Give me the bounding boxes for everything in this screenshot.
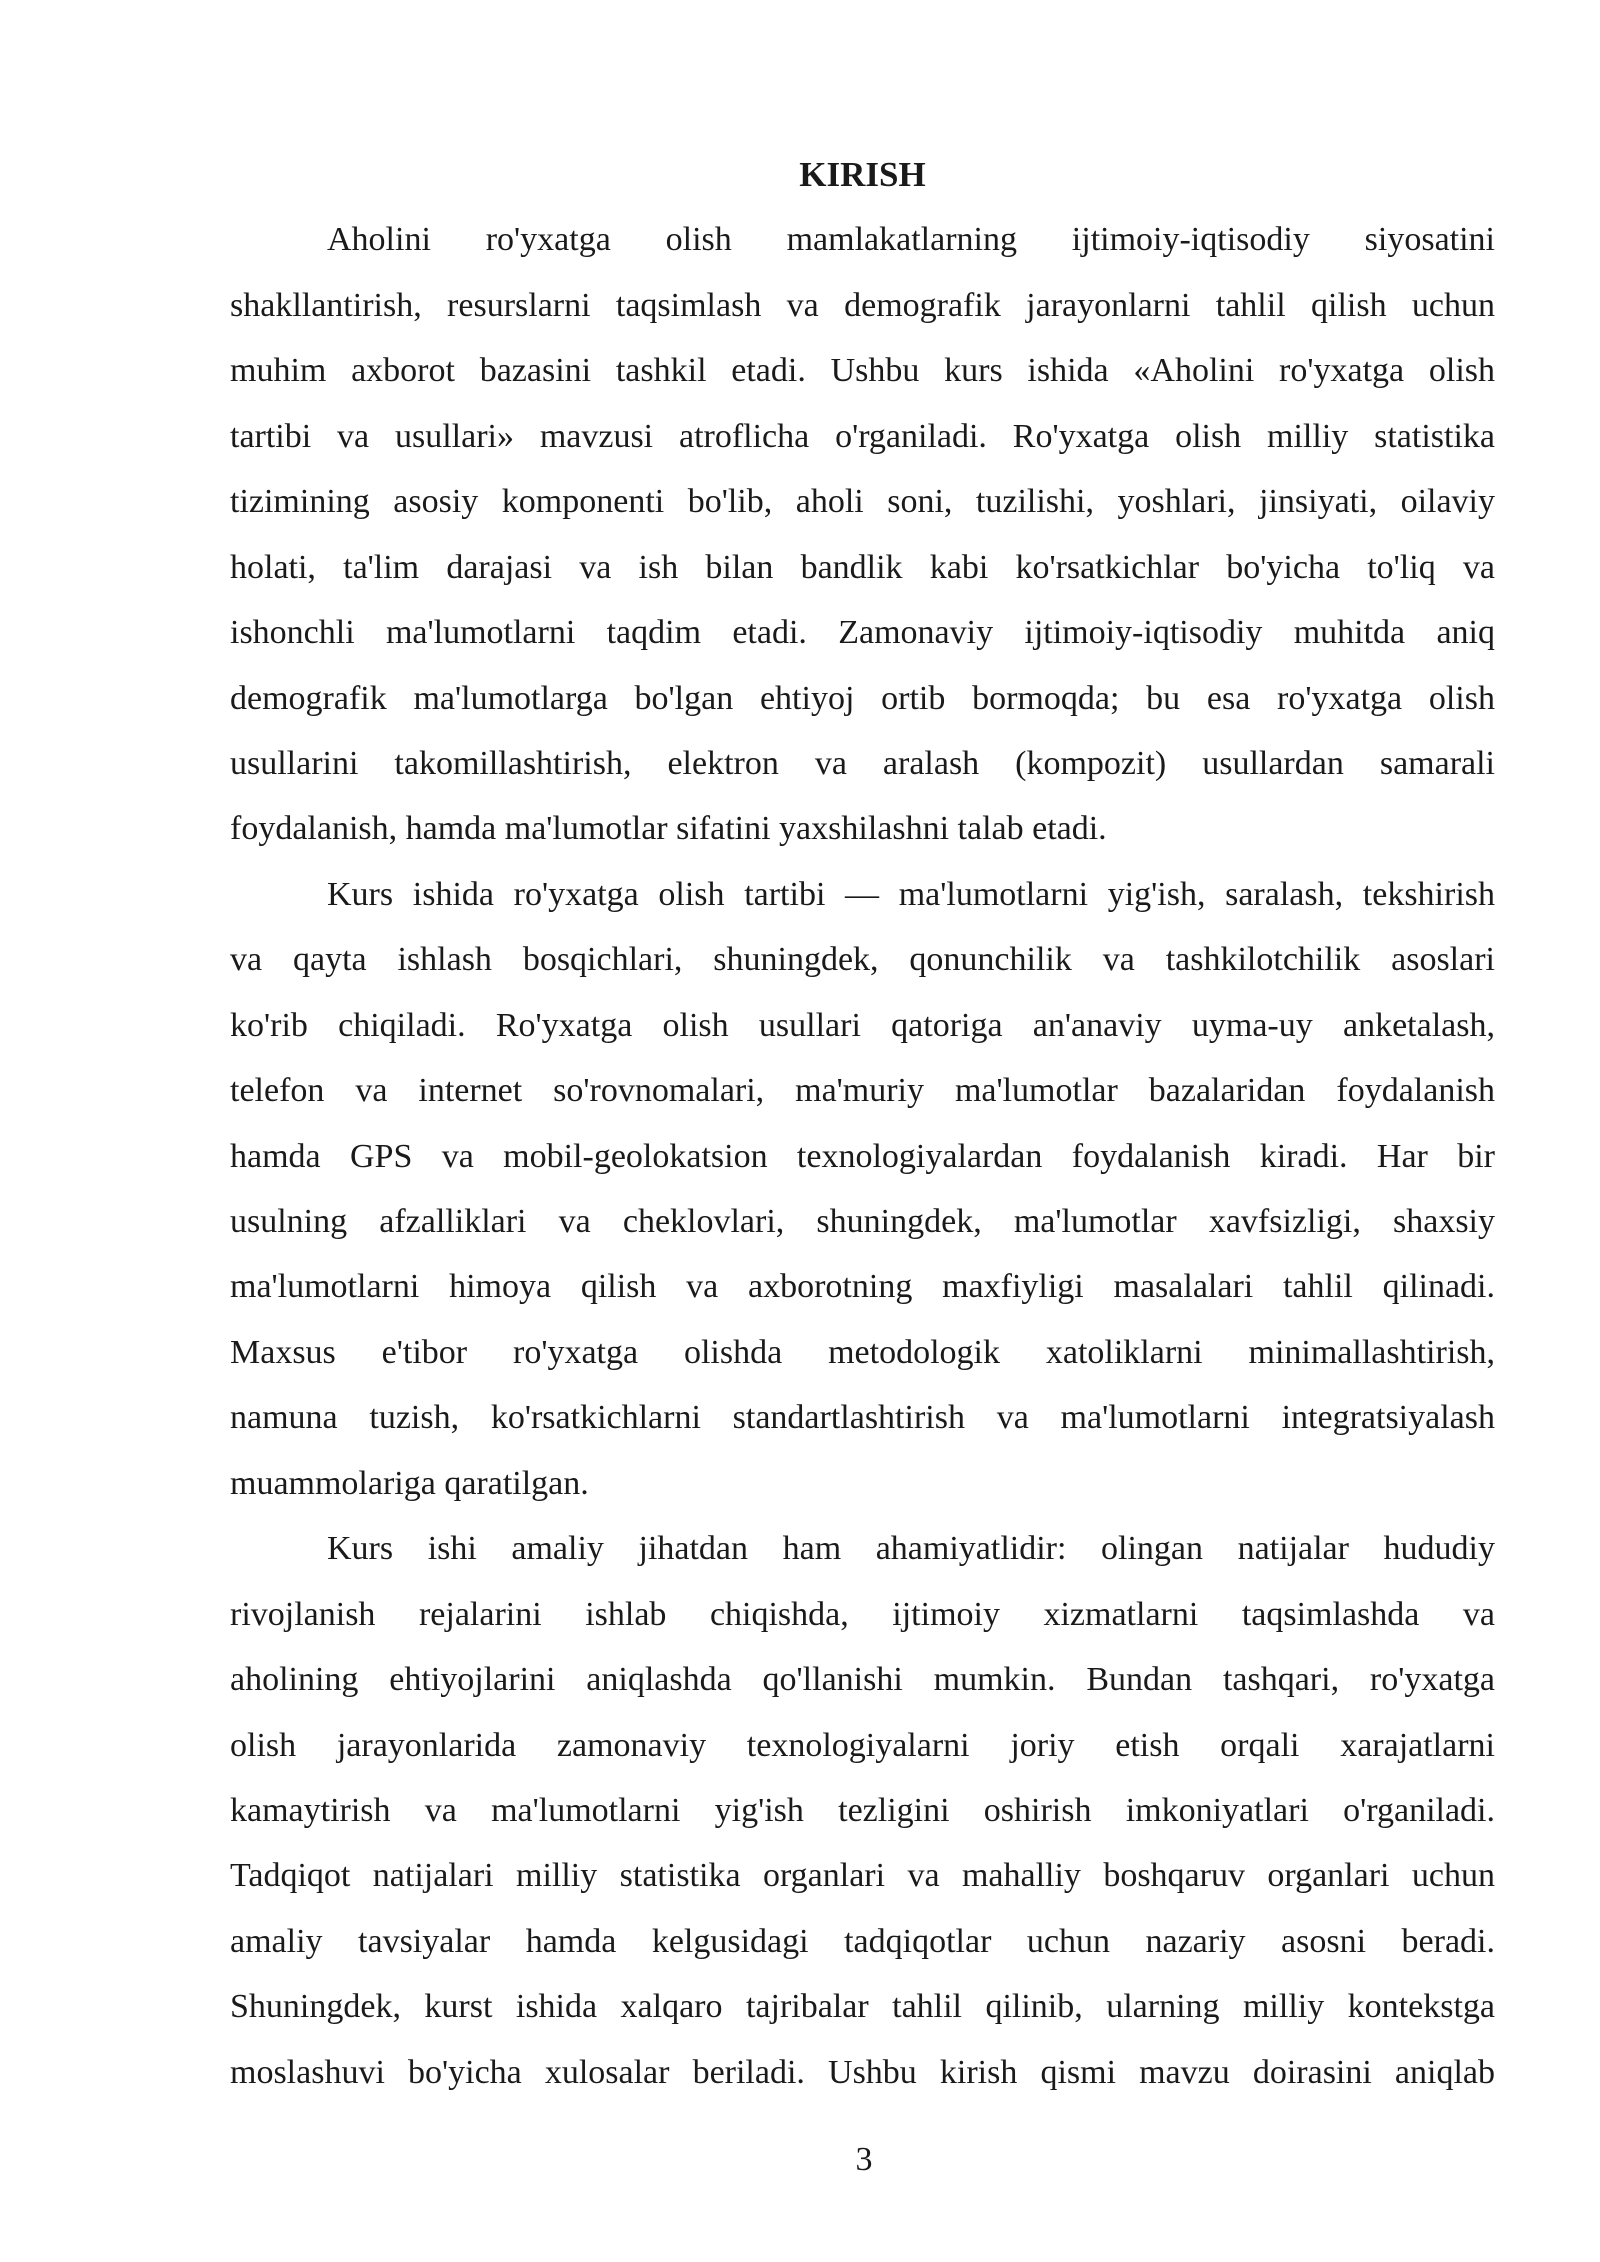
- page-number: 3: [855, 2141, 873, 2178]
- text-line: Tadqiqot natijalari milliy statistika organlari va mahalliy boshqaruv organlari uchun: [230, 1857, 1495, 1895]
- text-line: telefon va internet so'rovnomalari, ma'muriy ma'lumotlar bazalaridan foydalanish: [230, 1072, 1495, 1110]
- text-line: demografik ma'lumotlarga bo'lgan ehtiyoj ortib bormoqda; bu esa ro'yxatga olish: [230, 679, 1495, 717]
- text-line: va qayta ishlash bosqichlari, shuningdek, qonunchilik va tashkilotchilik asoslari: [230, 941, 1495, 979]
- text-line: moslashuvi bo'yicha xulosalar beriladi. Ushbu kirish qismi mavzu doirasini aniqlab: [230, 2053, 1495, 2091]
- text-line: olish jarayonlarida zamonaviy texnologiyalarni joriy etish orqali xarajatlarni: [230, 1726, 1495, 1764]
- text-line: kamaytirish va ma'lumotlarni yig'ish tezligini oshirish imkoniyatlari o'rganiladi.: [230, 1791, 1495, 1829]
- text-line: tizimining asosiy komponenti bo'lib, aholi soni, tuzilishi, yoshlari, jinsiyati, oilaviy: [230, 483, 1495, 521]
- text-line: usulning afzalliklari va cheklovlari, shuningdek, ma'lumotlar xavfsizligi, shaxsiy: [230, 1203, 1495, 1240]
- text-line: muhim axborot bazasini tashkil etadi. Ushbu kurs ishida «Aholini ro'yxatga olish: [230, 352, 1495, 390]
- text-line: hamda GPS va mobil-geolokatsion texnologiyalardan foydalanish kiradi. Har bir: [230, 1137, 1495, 1175]
- text-line: usullarini takomillashtirish, elektron va aralash (kompozit) usullardan samarali: [230, 744, 1495, 782]
- text-line: holati, ta'lim darajasi va ish bilan bandlik kabi ko'rsatkichlar bo'yicha to'liq va: [230, 548, 1495, 586]
- text-line: ishonchli ma'lumotlarni taqdim etadi. Zamonaviy ijtimoiy-iqtisodiy muhitda aniq: [230, 614, 1495, 652]
- text-line: namuna tuzish, ko'rsatkichlarni standartlashtirish va ma'lumotlarni integratsiyalash: [230, 1399, 1495, 1437]
- text-line: Maxsus e'tibor ro'yxatga olishda metodologik xatoliklarni minimallashtirish,: [230, 1333, 1495, 1371]
- text-line: foydalanish, hamda ma'lumotlar sifatini yaxshilashni talab etadi.: [230, 810, 1107, 848]
- text-line: tartibi va usullari» mavzusi atroflicha o'rganiladi. Ro'yxatga olish milliy statistika: [230, 417, 1495, 455]
- page-content: [230, 142, 1495, 2105]
- text-line: shakllantirish, resurslarni taqsimlash va demografik jarayonlarni tahlil qilish uchun: [230, 286, 1495, 324]
- text-line: Aholini ro'yxatga olish mamlakatlarning ijtimoiy-iqtisodiy siyosatini: [327, 221, 1495, 259]
- paragraph: [230, 1516, 1495, 2105]
- text-line: Shuningdek, kurst ishida xalqaro tajribalar tahlil qilinib, ularning milliy kontekstga: [230, 1988, 1495, 2026]
- paragraph: [230, 207, 1495, 861]
- text-line: amaliy tavsiyalar hamda kelgusidagi tadqiqotlar uchun nazariy asosni beradi.: [230, 1922, 1495, 1960]
- text-line: ma'lumotlarni himoya qilish va axborotning maxfiyligi masalalari tahlil qilinadi.: [230, 1268, 1495, 1306]
- text-line: ko'rib chiqiladi. Ro'yxatga olish usullari qatoriga an'anaviy uyma-uy anketalash,: [230, 1006, 1495, 1044]
- text-line: Kurs ishida ro'yxatga olish tartibi — ma'lumotlarni yig'ish, saralash, tekshirish: [327, 875, 1495, 913]
- text-line: aholining ehtiyojlarini aniqlashda qo'llanishi mumkin. Bundan tashqari, ro'yxatga: [230, 1661, 1495, 1699]
- text-line: muammolariga qaratilgan.: [230, 1464, 589, 1502]
- section-heading: KIRISH: [799, 155, 926, 194]
- text-line: Kurs ishi amaliy jihatdan ham ahamiyatlidir: olingan natijalar hududiy: [327, 1530, 1495, 1568]
- paragraph: [230, 862, 1495, 1516]
- body-text: [230, 207, 1495, 2105]
- text-line: rivojlanish rejalarini ishlab chiqishda, ijtimoiy xizmatlarni taqsimlashda va: [230, 1595, 1495, 1633]
